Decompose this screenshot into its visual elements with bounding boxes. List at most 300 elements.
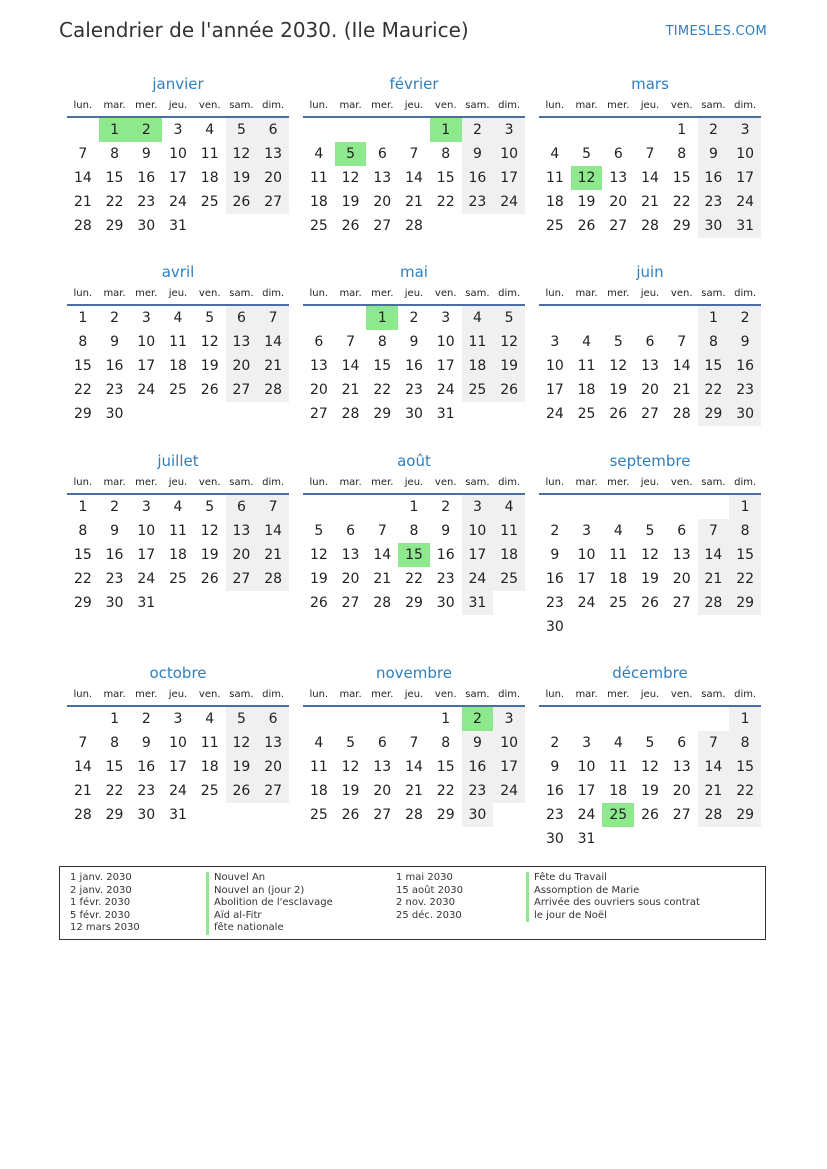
day-cell: 14	[698, 755, 730, 779]
day-cell: 16	[545, 783, 564, 799]
day-cell: 12	[341, 759, 360, 775]
month-name: février	[389, 75, 439, 93]
day-cell: 18	[169, 358, 187, 374]
day-cell: 17	[577, 571, 596, 587]
month-name: juin	[636, 263, 664, 281]
day-cell: 3	[141, 310, 151, 326]
day-cell: 18	[493, 543, 525, 567]
day-cell: 26	[200, 571, 219, 587]
day-cell: 17	[577, 783, 596, 799]
day-cell: 20	[309, 382, 328, 398]
day-grid	[539, 118, 761, 238]
weekday-label: mar.	[575, 477, 598, 488]
day-cell: 15	[672, 170, 691, 186]
holiday-day-cell: 2	[462, 707, 494, 731]
weekday-label: lun.	[545, 288, 565, 299]
empty-cell	[698, 707, 730, 731]
day-cell: 16	[462, 166, 494, 190]
day-cell: 27	[226, 378, 258, 402]
weekday-label: dim.	[734, 100, 757, 111]
weekday-label: sam.	[701, 689, 726, 700]
day-cell: 30	[137, 807, 156, 823]
empty-cell	[698, 495, 730, 519]
day-cell: 10	[493, 142, 525, 166]
day-cell: 8	[78, 523, 88, 539]
day-cell: 8	[729, 731, 761, 755]
holiday-day-cell: 2	[130, 118, 162, 142]
day-cell: 15	[436, 170, 455, 186]
day-cell: 29	[729, 591, 761, 615]
day-cell: 20	[373, 194, 392, 210]
month-name: juillet	[157, 452, 199, 470]
month-12	[539, 664, 761, 851]
day-cell: 15	[729, 755, 761, 779]
day-cell: 4	[550, 146, 560, 162]
day-cell: 12	[641, 547, 659, 563]
day-cell: 27	[257, 779, 289, 803]
day-cell: 8	[677, 146, 687, 162]
month-8	[303, 452, 525, 615]
day-cell: 8	[78, 334, 88, 350]
weekday-header	[303, 685, 525, 705]
day-cell: 11	[200, 146, 219, 162]
legend-dates-right	[396, 872, 463, 922]
day-cell: 22	[672, 194, 691, 210]
day-cell: 17	[462, 543, 494, 567]
weekday-label: ven.	[198, 100, 221, 111]
day-cell: 23	[698, 190, 730, 214]
day-cell: 9	[409, 334, 419, 350]
day-cell: 4	[173, 310, 183, 326]
legend-item: 1 mai 2030	[396, 872, 453, 883]
holiday-day-cell: 1	[366, 306, 398, 330]
month-2	[303, 75, 525, 238]
day-cell: 5	[582, 146, 592, 162]
day-cell: 27	[341, 595, 360, 611]
legend-item: 2 janv. 2030	[70, 884, 132, 896]
day-cell: 17	[169, 759, 187, 775]
day-cell: 11	[462, 330, 494, 354]
day-cell: 29	[436, 807, 455, 823]
day-cell: 12	[226, 142, 258, 166]
day-cell: 1	[677, 122, 687, 138]
day-cell: 13	[373, 759, 392, 775]
day-cell: 24	[169, 194, 187, 210]
day-cell: 25	[462, 378, 494, 402]
day-cell: 8	[441, 735, 451, 751]
day-cell: 23	[137, 194, 156, 210]
day-cell: 3	[462, 495, 494, 519]
legend-item: fête nationale	[206, 922, 333, 935]
day-grid	[67, 306, 289, 426]
day-cell: 6	[613, 146, 623, 162]
day-cell: 24	[577, 595, 596, 611]
weekday-label: ven.	[670, 288, 693, 299]
legend-item: Aïd al-Fitr	[206, 910, 333, 923]
day-cell: 4	[205, 711, 215, 727]
weekday-label: jeu.	[640, 288, 660, 299]
day-cell: 16	[545, 571, 564, 587]
day-cell: 5	[346, 735, 356, 751]
day-cell: 15	[105, 170, 124, 186]
legend-item: 12 mars 2030	[70, 922, 140, 933]
day-cell: 15	[373, 358, 392, 374]
empty-cell	[634, 707, 666, 731]
month-name: décembre	[612, 664, 688, 682]
day-cell: 21	[257, 354, 289, 378]
day-cell: 23	[462, 190, 494, 214]
day-cell: 7	[698, 731, 730, 755]
empty-cell	[67, 118, 99, 142]
empty-cell	[335, 306, 367, 330]
day-grid	[67, 495, 289, 615]
month-name: septembre	[609, 452, 691, 470]
holiday-day-cell: 1	[99, 118, 131, 142]
weekday-header	[303, 96, 525, 116]
day-grid	[67, 707, 289, 827]
day-cell: 28	[257, 567, 289, 591]
day-cell: 22	[105, 194, 124, 210]
month-9	[539, 452, 761, 639]
day-cell: 13	[672, 547, 691, 563]
holiday-day-cell: 15	[398, 543, 430, 567]
day-cell: 7	[346, 334, 356, 350]
month-name: août	[397, 452, 431, 470]
day-cell: 11	[169, 523, 187, 539]
weekday-label: jeu.	[168, 100, 188, 111]
month-name: mai	[400, 263, 428, 281]
legend-item: 1 janv. 2030	[70, 872, 132, 883]
day-cell: 26	[493, 378, 525, 402]
day-cell: 29	[73, 595, 92, 611]
day-cell: 24	[462, 567, 494, 591]
day-cell: 3	[493, 707, 525, 731]
day-cell: 7	[409, 146, 419, 162]
day-cell: 18	[309, 194, 328, 210]
day-cell: 24	[169, 783, 187, 799]
legend-item: 1 févr. 2030	[70, 897, 131, 908]
weekday-label: lun.	[545, 100, 565, 111]
day-cell: 9	[550, 547, 560, 563]
day-cell: 30	[405, 406, 423, 422]
empty-cell	[398, 118, 430, 142]
day-cell: 19	[641, 571, 659, 587]
empty-cell	[67, 707, 99, 731]
legend-item: 25 déc. 2030	[396, 909, 462, 921]
day-cell: 2	[550, 523, 560, 539]
brand-link[interactable]: TIMESLES.COM	[665, 24, 767, 39]
weekday-label: dim.	[262, 288, 285, 299]
weekday-label: ven.	[198, 288, 221, 299]
day-cell: 20	[257, 755, 289, 779]
day-cell: 15	[73, 358, 92, 374]
day-cell: 21	[373, 571, 392, 587]
weekday-label: dim.	[734, 689, 757, 700]
day-cell: 9	[110, 523, 120, 539]
holiday-day-cell: 5	[335, 142, 367, 166]
day-cell: 21	[672, 382, 691, 398]
weekday-label: dim.	[498, 288, 521, 299]
day-cell: 15	[729, 543, 761, 567]
day-cell: 29	[73, 406, 92, 422]
day-cell: 8	[698, 330, 730, 354]
day-cell: 28	[405, 807, 423, 823]
weekday-label: sam.	[229, 477, 254, 488]
day-cell: 16	[729, 354, 761, 378]
day-cell: 6	[226, 495, 258, 519]
day-cell: 18	[545, 194, 564, 210]
day-cell: 20	[226, 354, 258, 378]
day-cell: 13	[341, 547, 360, 563]
day-cell: 17	[436, 358, 455, 374]
day-cell: 4	[205, 122, 215, 138]
weekday-label: ven.	[670, 100, 693, 111]
day-cell: 21	[405, 783, 423, 799]
day-cell: 27	[672, 595, 691, 611]
day-cell: 29	[105, 807, 124, 823]
day-cell: 12	[309, 547, 328, 563]
weekday-label: ven.	[434, 100, 457, 111]
day-cell: 21	[405, 194, 423, 210]
empty-cell	[571, 495, 603, 519]
empty-cell	[602, 495, 634, 519]
day-cell: 10	[545, 358, 564, 374]
day-cell: 26	[200, 382, 219, 398]
day-cell: 16	[137, 759, 156, 775]
weekday-label: dim.	[262, 477, 285, 488]
day-cell: 16	[105, 547, 124, 563]
day-cell: 16	[462, 755, 494, 779]
day-cell: 30	[545, 619, 564, 635]
day-cell: 13	[373, 170, 392, 186]
day-cell: 3	[582, 523, 592, 539]
weekday-label: mer.	[135, 100, 158, 111]
weekday-label: jeu.	[404, 689, 424, 700]
weekday-label: mar.	[103, 477, 126, 488]
day-cell: 30	[137, 218, 156, 234]
legend-item: le jour de Noël	[526, 910, 700, 923]
day-cell: 14	[373, 547, 392, 563]
day-cell: 7	[257, 306, 289, 330]
day-cell: 5	[645, 735, 655, 751]
day-cell: 22	[436, 194, 455, 210]
day-cell: 14	[257, 519, 289, 543]
day-cell: 7	[677, 334, 687, 350]
day-cell: 25	[309, 807, 328, 823]
holiday-day-cell: 12	[571, 166, 603, 190]
weekday-label: dim.	[262, 689, 285, 700]
weekday-label: ven.	[434, 477, 457, 488]
day-cell: 18	[200, 759, 219, 775]
day-cell: 5	[645, 523, 655, 539]
day-cell: 24	[137, 571, 156, 587]
day-cell: 25	[609, 595, 628, 611]
day-cell: 5	[226, 707, 258, 731]
day-cell: 20	[609, 194, 628, 210]
empty-cell	[335, 118, 367, 142]
day-cell: 28	[698, 591, 730, 615]
day-cell: 28	[698, 803, 730, 827]
weekday-label: sam.	[465, 100, 490, 111]
day-cell: 14	[73, 759, 92, 775]
weekday-label: mer.	[135, 689, 158, 700]
day-cell: 19	[226, 755, 258, 779]
month-7	[67, 452, 289, 615]
day-cell: 26	[226, 190, 258, 214]
day-cell: 26	[641, 595, 659, 611]
day-cell: 24	[729, 190, 761, 214]
day-cell: 10	[436, 334, 455, 350]
empty-cell	[571, 707, 603, 731]
day-cell: 18	[609, 571, 628, 587]
day-cell: 31	[137, 595, 156, 611]
day-cell: 25	[169, 382, 187, 398]
day-cell: 14	[698, 543, 730, 567]
day-cell: 5	[205, 499, 215, 515]
day-cell: 12	[200, 523, 219, 539]
month-name: janvier	[152, 75, 204, 93]
day-cell: 30	[698, 214, 730, 238]
day-cell: 3	[493, 118, 525, 142]
weekday-label: jeu.	[640, 477, 660, 488]
weekday-header	[303, 284, 525, 304]
empty-cell	[602, 707, 634, 731]
empty-cell	[303, 306, 335, 330]
day-cell: 2	[441, 499, 451, 515]
day-cell: 24	[545, 406, 564, 422]
day-cell: 20	[672, 783, 691, 799]
day-cell: 13	[226, 330, 258, 354]
weekday-label: mer.	[135, 477, 158, 488]
weekday-label: dim.	[498, 689, 521, 700]
day-cell: 2	[409, 310, 419, 326]
day-grid	[539, 495, 761, 639]
day-cell: 23	[545, 807, 564, 823]
day-cell: 3	[582, 735, 592, 751]
weekday-header	[539, 284, 761, 304]
day-cell: 16	[105, 358, 124, 374]
weekday-label: mar.	[339, 689, 362, 700]
weekday-label: dim.	[734, 477, 757, 488]
day-cell: 21	[257, 543, 289, 567]
day-cell: 19	[641, 783, 659, 799]
day-cell: 19	[493, 354, 525, 378]
day-cell: 17	[137, 547, 156, 563]
day-cell: 4	[613, 523, 623, 539]
day-cell: 22	[405, 571, 423, 587]
weekday-label: ven.	[198, 689, 221, 700]
weekday-label: mer.	[607, 477, 630, 488]
empty-cell	[634, 306, 666, 330]
day-cell: 6	[645, 334, 655, 350]
month-name: novembre	[376, 664, 452, 682]
day-cell: 9	[729, 330, 761, 354]
day-cell: 18	[577, 382, 596, 398]
empty-cell	[335, 495, 367, 519]
day-cell: 1	[729, 495, 761, 519]
legend-item: Fête du Travail	[526, 872, 700, 885]
day-grid	[539, 707, 761, 851]
day-cell: 6	[257, 118, 289, 142]
weekday-label: sam.	[701, 100, 726, 111]
day-cell: 11	[545, 170, 564, 186]
day-cell: 24	[137, 382, 156, 398]
weekday-label: mar.	[339, 100, 362, 111]
month-5	[303, 263, 525, 426]
day-cell: 3	[173, 711, 183, 727]
weekday-label: jeu.	[404, 100, 424, 111]
day-cell: 9	[550, 759, 560, 775]
empty-cell	[602, 118, 634, 142]
day-cell: 26	[309, 595, 328, 611]
day-cell: 15	[436, 759, 455, 775]
day-cell: 14	[405, 759, 423, 775]
empty-cell	[366, 495, 398, 519]
day-cell: 17	[545, 382, 564, 398]
day-cell: 9	[462, 142, 494, 166]
day-cell: 30	[545, 831, 564, 847]
day-cell: 16	[436, 547, 455, 563]
weekday-label: jeu.	[640, 100, 660, 111]
weekday-label: mar.	[575, 288, 598, 299]
day-cell: 7	[409, 735, 419, 751]
day-cell: 13	[672, 759, 691, 775]
empty-cell	[303, 495, 335, 519]
day-cell: 2	[729, 306, 761, 330]
weekday-label: jeu.	[404, 477, 424, 488]
day-cell: 13	[609, 170, 628, 186]
day-cell: 3	[729, 118, 761, 142]
legend-names-left	[206, 872, 333, 935]
month-name: mars	[631, 75, 669, 93]
day-cell: 26	[341, 218, 360, 234]
weekday-label: sam.	[465, 477, 490, 488]
empty-cell	[303, 118, 335, 142]
day-cell: 4	[314, 735, 324, 751]
day-cell: 1	[78, 310, 88, 326]
day-cell: 18	[200, 170, 219, 186]
empty-cell	[539, 707, 571, 731]
day-cell: 28	[73, 807, 92, 823]
day-cell: 10	[169, 735, 187, 751]
weekday-label: jeu.	[404, 288, 424, 299]
day-cell: 23	[105, 571, 124, 587]
weekday-label: sam.	[465, 288, 490, 299]
day-cell: 21	[73, 783, 92, 799]
day-cell: 1	[729, 707, 761, 731]
day-cell: 19	[200, 358, 219, 374]
day-cell: 22	[73, 571, 92, 587]
day-cell: 6	[677, 523, 687, 539]
empty-cell	[571, 306, 603, 330]
day-cell: 29	[729, 803, 761, 827]
day-cell: 22	[105, 783, 124, 799]
day-cell: 10	[493, 731, 525, 755]
empty-cell	[571, 118, 603, 142]
day-cell: 13	[226, 519, 258, 543]
day-cell: 14	[641, 170, 659, 186]
weekday-label: jeu.	[168, 288, 188, 299]
weekday-label: mer.	[135, 288, 158, 299]
day-cell: 25	[545, 218, 564, 234]
day-cell: 23	[436, 571, 455, 587]
holiday-legend	[59, 866, 766, 940]
day-cell: 9	[698, 142, 730, 166]
legend-item: 5 févr. 2030	[70, 909, 131, 921]
month-10	[67, 664, 289, 827]
day-cell: 16	[405, 358, 423, 374]
day-cell: 21	[698, 779, 730, 803]
